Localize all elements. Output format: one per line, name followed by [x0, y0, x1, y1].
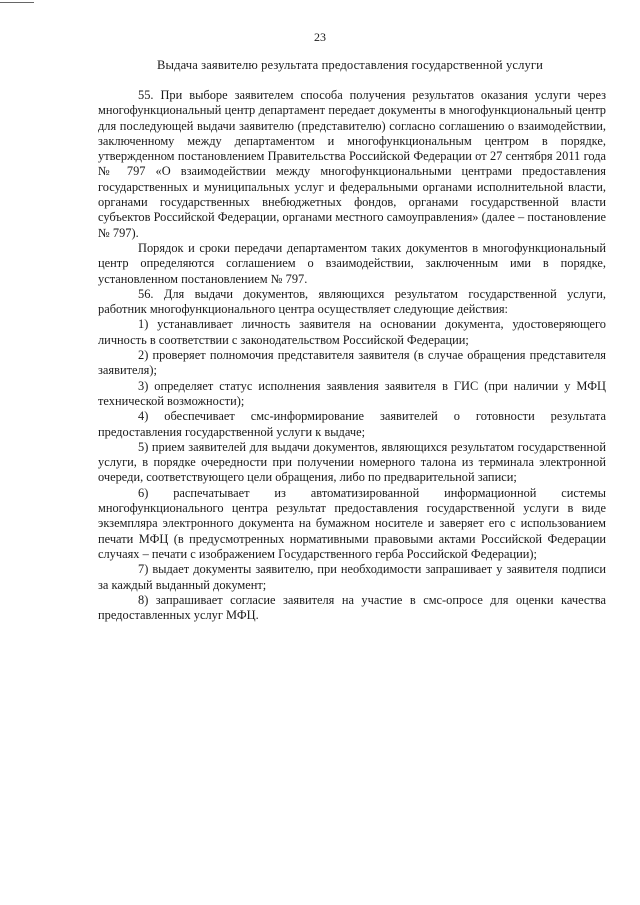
paragraph-transfer-procedure: Порядок и сроки передачи департаментом таких документов в многофункциональный центр определяются соглашением о взаимодействии, заключенным ими в порядке, установленном постановлением № 797. — [98, 240, 606, 286]
list-item-7: 7) выдает документы заявителю, при необходимости запрашивает у заявителя подписи за каждый выданный документ; — [98, 562, 606, 592]
list-item-6: 6) распечатывает из автоматизированной информационной системы многофункционального центра результат предоставления государственной услуги в виде экземпляра электронного документа на бумажном носителе и заверяет его с использованием печати МФЦ (в предусмотренных нормативными правовыми актами Российской Федерации случаях – печати с изображением Государственного герба Российской Федерации); — [98, 485, 606, 561]
paragraph-56: 56. Для выдачи документов, являющихся результатом государственной услуги, работник многофункционального центра осуществляет следующие действия: — [98, 286, 606, 317]
list-item-5: 5) прием заявителей для выдачи документов, являющихся результатом государственной услуги, в порядке очередности при получении номерного талона из терминала электронной очереди, соответствующего цели обращения, либо по предварительной записи; — [98, 439, 606, 485]
list-item-8: 8) запрашивает согласие заявителя на участие в смс-опросе для оценки качества предоставленных услуг МФЦ. — [98, 592, 606, 623]
list-item-1: 1) устанавливает личность заявителя на основании документа, удостоверяющего личность в соответствии с законодательством Российской Федерации; — [98, 317, 606, 347]
section-heading: Выдача заявителю результата предоставления государственной услуги — [157, 58, 543, 72]
document-body — [98, 88, 606, 623]
scan-edge-line — [0, 2, 34, 3]
list-item-4: 4) обеспечивает смс-информирование заявителей о готовности результата предоставления государственной услуги к выдаче; — [98, 409, 606, 439]
list-item-2: 2) проверяет полномочия представителя заявителя (в случае обращения представителя заявителя); — [98, 348, 606, 378]
list-item-3: 3) определяет статус исполнения заявления заявителя в ГИС (при наличии у МФЦ технической возможности); — [98, 378, 606, 408]
page-number: 23 — [314, 30, 326, 44]
paragraph-55: 55. При выборе заявителем способа получения результатов оказания услуги через многофункциональный центр департамент передает документы в многофункциональный центр для последующей выдачи заявителю (представителю) согласно соглашению о взаимодействии, заключенному между департаментом и многофункциональным центром в порядке, утвержденном постановлением Правительства Российской Федерации от 27 сентября 2011 года № 797 «О взаимодействии между многофункциональными центрами предоставления государственных и муниципальных услуг и федеральными органами исполнительной власти, органами государственных внебюджетных фондов, органами государственной власти субъектов Российской Федерации, органами местного самоуправления» (далее – постановление № 797). — [98, 88, 606, 240]
